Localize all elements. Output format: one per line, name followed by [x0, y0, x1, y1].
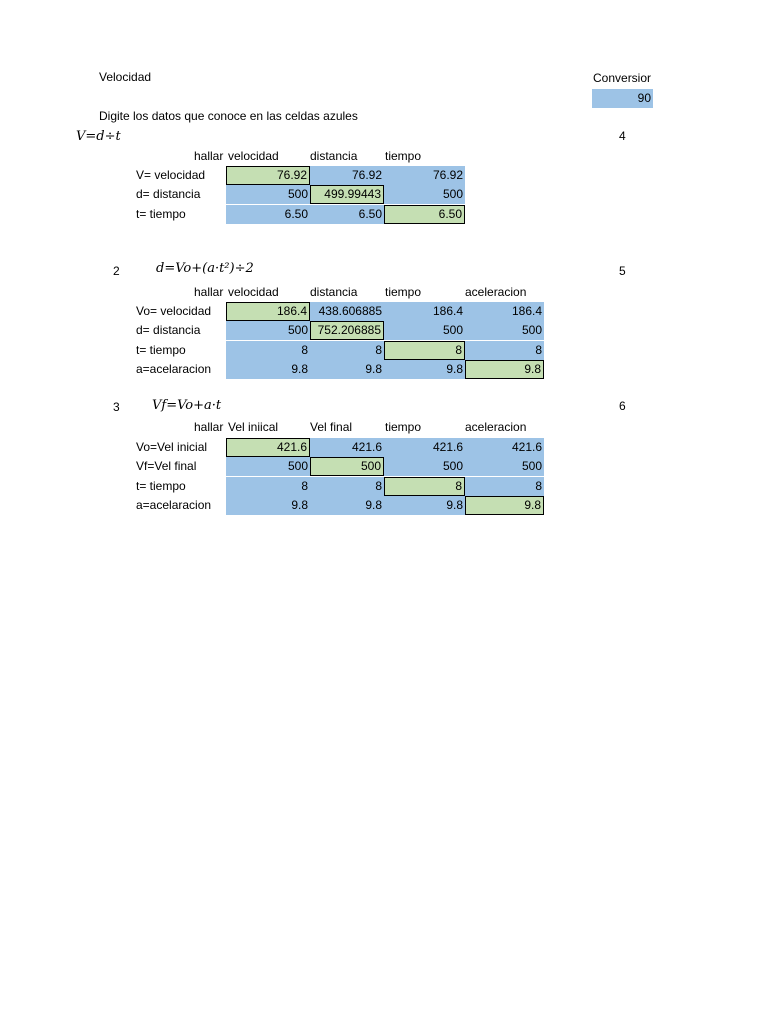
row-label: d= distancia — [136, 323, 201, 337]
table-cell[interactable]: 9.8 — [465, 360, 544, 379]
table-cell[interactable]: 500 — [226, 457, 310, 476]
table-cell[interactable]: 9.8 — [226, 496, 310, 515]
table-cell[interactable]: 9.8 — [384, 360, 465, 379]
table-cell[interactable]: 9.8 — [384, 496, 465, 515]
side-number-6: 6 — [619, 399, 626, 413]
table-cell[interactable]: 500 — [226, 185, 310, 204]
row-label: t= tiempo — [136, 479, 186, 493]
conversion-value[interactable]: 90 — [592, 89, 653, 108]
header-hallar: hallar — [194, 149, 224, 163]
row-label: Vo=Vel inicial — [136, 440, 208, 454]
table-cell[interactable]: 500 — [310, 457, 384, 476]
table-cell[interactable]: 500 — [384, 185, 465, 204]
table-cell[interactable]: 186.4 — [226, 302, 310, 321]
row-label: a=acelaracion — [136, 498, 212, 512]
section-number: 2 — [113, 264, 120, 278]
table-cell[interactable]: 9.8 — [310, 360, 384, 379]
table-cell[interactable]: 8 — [384, 341, 465, 360]
row-label: d= distancia — [136, 187, 201, 201]
conversion-label: Conversior — [593, 71, 652, 85]
table-cell[interactable]: 500 — [226, 321, 310, 340]
header-hallar: hallar — [194, 420, 224, 434]
table-cell[interactable]: 76.92 — [226, 166, 310, 185]
header-distancia: distancia — [310, 285, 358, 299]
row-label: V= velocidad — [136, 168, 206, 182]
header-distancia: distancia — [310, 149, 358, 163]
table-cell[interactable]: 500 — [384, 321, 465, 340]
table-cell[interactable]: 8 — [310, 341, 384, 360]
header-aceleracion: aceleracion — [465, 285, 527, 299]
table-cell[interactable]: 8 — [384, 477, 465, 496]
table-cell[interactable]: 421.6 — [226, 438, 310, 457]
sheet-title: Velocidad — [99, 70, 152, 84]
header-velocidad: velocidad — [228, 149, 279, 163]
side-number-4: 4 — [619, 129, 626, 143]
table-cell[interactable]: 421.6 — [465, 438, 544, 457]
table-cell[interactable]: 76.92 — [384, 166, 465, 185]
header-tiempo: tiempo — [385, 149, 422, 163]
header-velocidad: velocidad — [228, 285, 279, 299]
instruction-text: Digite los datos que conoce en las celdas azules — [99, 109, 358, 123]
row-label: t= tiempo — [136, 207, 186, 221]
table-cell[interactable]: 9.8 — [465, 496, 544, 515]
section-number: 3 — [113, 400, 120, 414]
table-cell[interactable]: 421.6 — [384, 438, 465, 457]
table-cell[interactable]: 186.4 — [465, 302, 544, 321]
row-label: a=acelaracion — [136, 362, 212, 376]
header-tiempo: tiempo — [385, 420, 422, 434]
table-cell[interactable]: 9.8 — [310, 496, 384, 515]
table-cell[interactable]: 8 — [226, 341, 310, 360]
table-cell[interactable]: 421.6 — [310, 438, 384, 457]
row-label: t= tiempo — [136, 343, 186, 357]
table-cell[interactable]: 499.99443 — [310, 185, 384, 204]
table-cell[interactable]: 6.50 — [226, 205, 310, 224]
table-cell[interactable]: 8 — [310, 477, 384, 496]
table-cell[interactable]: 438.606885 — [310, 302, 384, 321]
side-number-5: 5 — [619, 264, 626, 278]
table-cell[interactable]: 76.92 — [310, 166, 384, 185]
header-vel-inicial: Vel iniical — [228, 420, 279, 434]
row-label: Vo= velocidad — [136, 304, 212, 318]
header-tiempo: tiempo — [385, 285, 422, 299]
row-label: Vf=Vel final — [136, 459, 197, 473]
table-cell[interactable]: 752.206885 — [310, 321, 384, 340]
formula-velocity: V=d÷t — [76, 129, 121, 144]
table-cell[interactable]: 186.4 — [384, 302, 465, 321]
table-cell[interactable]: 6.50 — [384, 205, 465, 224]
table-cell[interactable]: 500 — [384, 457, 465, 476]
table-cell[interactable]: 500 — [465, 321, 544, 340]
table-cell[interactable]: 6.50 — [310, 205, 384, 224]
table-cell[interactable]: 500 — [465, 457, 544, 476]
table-cell[interactable]: 8 — [465, 341, 544, 360]
formula-distance: d=Vo+(a·t²)÷2 — [156, 261, 254, 276]
header-vel-final: Vel final — [310, 420, 353, 434]
table-cell[interactable]: 8 — [465, 477, 544, 496]
table-cell[interactable]: 9.8 — [226, 360, 310, 379]
formula-final-velocity: Vf=Vo+a·t — [152, 398, 222, 413]
header-hallar: hallar — [194, 285, 224, 299]
header-aceleracion: aceleracion — [465, 420, 527, 434]
table-cell[interactable]: 8 — [226, 477, 310, 496]
